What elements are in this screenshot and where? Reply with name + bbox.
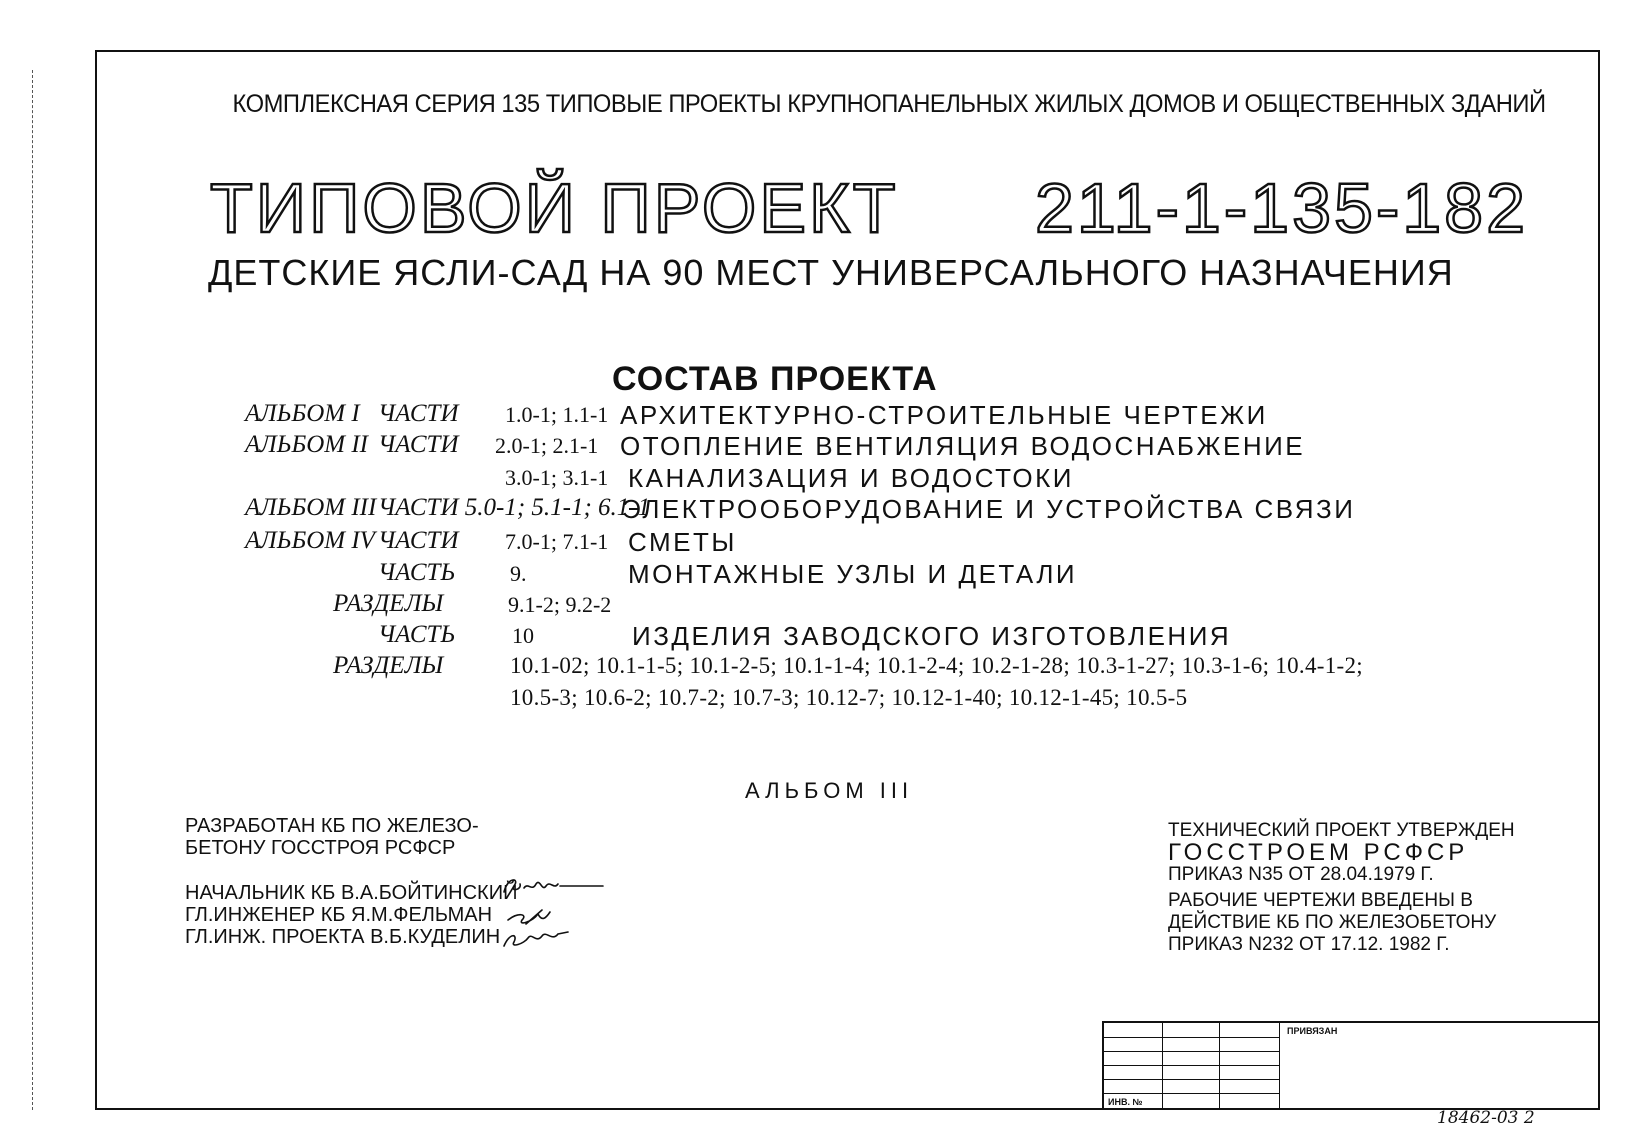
album-number: АЛЬБОМ III <box>745 778 914 803</box>
part-codes: 9.1-2; 9.2-2 <box>508 592 612 617</box>
staff-role: ГЛ.ИНЖ. ПРОЕКТА <box>185 926 365 948</box>
approval-order: ПРИКАЗ N232 ОТ 17.12. 1982 Г. <box>1168 934 1450 955</box>
part-label: ЧАСТЬ <box>378 621 456 648</box>
staff-row <box>185 904 517 926</box>
signatures-image <box>498 872 608 952</box>
staff-role: НАЧАЛЬНИК КБ <box>185 882 336 904</box>
part-description: МОНТАЖНЫЕ УЗЛЫ И ДЕТАЛИ <box>628 559 1078 589</box>
approval-block <box>1168 820 1515 956</box>
sheet-number: 18462-03 2 <box>1437 1108 1535 1128</box>
part-codes: 10 <box>512 623 534 648</box>
part-label: ЧАСТИ 5.0-1; 5.1-1; 6.1-1 <box>378 494 651 521</box>
composition-row <box>0 684 1644 716</box>
album-label: АЛЬБОМ I <box>245 400 360 427</box>
approval-line: ТЕХНИЧЕСКИЙ ПРОЕКТ УТВЕРЖДЕН <box>1168 820 1515 841</box>
composition-row <box>0 559 1644 591</box>
part-description: АРХИТЕКТУРНО-СТРОИТЕЛЬНЫЕ ЧЕРТЕЖИ <box>620 400 1268 430</box>
project-subtitle: ДЕТСКИЕ ЯСЛИ-САД НА 90 МЕСТ УНИВЕРСАЛЬНОГО НАЗНАЧЕНИЯ <box>208 252 1454 293</box>
approval-authority: ГОССТРОЕМ РСФСР <box>1168 839 1469 866</box>
album-label: АЛЬБОМ II <box>245 431 368 458</box>
staff-block <box>185 882 517 948</box>
staff-row <box>185 926 517 948</box>
staff-row <box>185 882 517 904</box>
part-description: КАНАЛИЗАЦИЯ И ВОДОСТОКИ <box>628 463 1074 493</box>
composition-row <box>0 400 1644 432</box>
staff-name: Я.М.ФЕЛЬМАН <box>351 904 493 926</box>
composition-row <box>0 431 1644 463</box>
staff-name: В.А.БОЙТИНСКИЙ <box>340 882 518 904</box>
approval-order: ПРИКАЗ N35 ОТ 28.04.1979 Г. <box>1168 864 1434 885</box>
album-label: АЛЬБОМ III <box>245 494 377 521</box>
composition-row <box>0 621 1644 653</box>
part-description: СМЕТЫ <box>628 527 737 557</box>
stamp-inventory-label: ИНВ. № <box>1108 1097 1143 1107</box>
part-description: ЭЛЕКТРООБОРУДОВАНИЕ И УСТРОЙСТВА СВЯЗИ <box>622 494 1356 524</box>
composition-title: СОСТАВ ПРОЕКТА <box>612 360 938 398</box>
part-label: ЧАСТЬ <box>378 559 456 586</box>
part-description: ОТОПЛЕНИЕ ВЕНТИЛЯЦИЯ ВОДОСНАБЖЕНИЕ <box>620 431 1306 461</box>
stamp-grid <box>1104 1023 1279 1108</box>
sections-label: РАЗДЕЛЫ <box>333 590 444 617</box>
composition-row <box>0 527 1644 559</box>
sections-label: РАЗДЕЛЫ <box>333 652 444 679</box>
part-codes: 9. <box>510 561 527 586</box>
part-label: ЧАСТИ <box>378 400 459 427</box>
section-codes: 10.1-02; 10.1-1-5; 10.1-2-5; 10.1-1-4; 10.1-2-4; 10.2-1-28; 10.3-1-27; 10.3-1-6; 10.4-1-2; <box>510 653 1363 678</box>
stamp-bound-label: ПРИВЯЗАН <box>1287 1026 1338 1036</box>
composition-row <box>0 463 1644 495</box>
album-label: АЛЬБОМ IV <box>245 527 375 554</box>
developer-line: БЕТОНУ ГОССТРОЯ РСФСР <box>185 837 456 859</box>
project-title: ТИПОВОЙ ПРОЕКТ <box>210 169 899 247</box>
developer-line: РАЗРАБОТАН КБ ПО ЖЕЛЕЗО- <box>185 815 479 837</box>
part-label: ЧАСТИ <box>378 431 459 458</box>
title-stamp <box>1102 1021 1600 1110</box>
part-codes: 7.0-1; 7.1-1 <box>505 529 609 554</box>
developer-block <box>185 815 479 859</box>
composition-row <box>0 494 1644 526</box>
part-codes: 1.0-1; 1.1-1 <box>505 402 609 427</box>
part-codes: 2.0-1; 2.1-1 <box>495 433 599 458</box>
staff-name: В.Б.КУДЕЛИН <box>370 926 501 948</box>
project-number: 211-1-135-182 <box>1035 169 1529 247</box>
part-label: ЧАСТИ <box>378 527 459 554</box>
part-description: ИЗДЕЛИЯ ЗАВОДСКОГО ИЗГОТОВЛЕНИЯ <box>632 621 1232 651</box>
section-codes-continued: 10.5-3; 10.6-2; 10.7-2; 10.7-3; 10.12-7; 10.12-1-40; 10.12-1-45; 10.5-5 <box>510 685 1188 710</box>
series-heading: КОМПЛЕКСНАЯ СЕРИЯ 135 ТИПОВЫЕ ПРОЕКТЫ КРУПНОПАНЕЛЬНЫХ ЖИЛЫХ ДОМОВ И ОБЩЕСТВЕННЫХ ЗДАНИЙ <box>232 90 1546 118</box>
composition-row <box>0 590 1644 622</box>
part-codes: 3.0-1; 3.1-1 <box>505 465 609 490</box>
composition-row <box>0 652 1644 684</box>
approval-line: ДЕЙСТВИЕ КБ ПО ЖЕЛЕЗОБЕТОНУ <box>1168 912 1497 933</box>
staff-role: ГЛ.ИНЖЕНЕР КБ <box>185 904 346 926</box>
approval-line: РАБОЧИЕ ЧЕРТЕЖИ ВВЕДЕНЫ В <box>1168 890 1473 911</box>
